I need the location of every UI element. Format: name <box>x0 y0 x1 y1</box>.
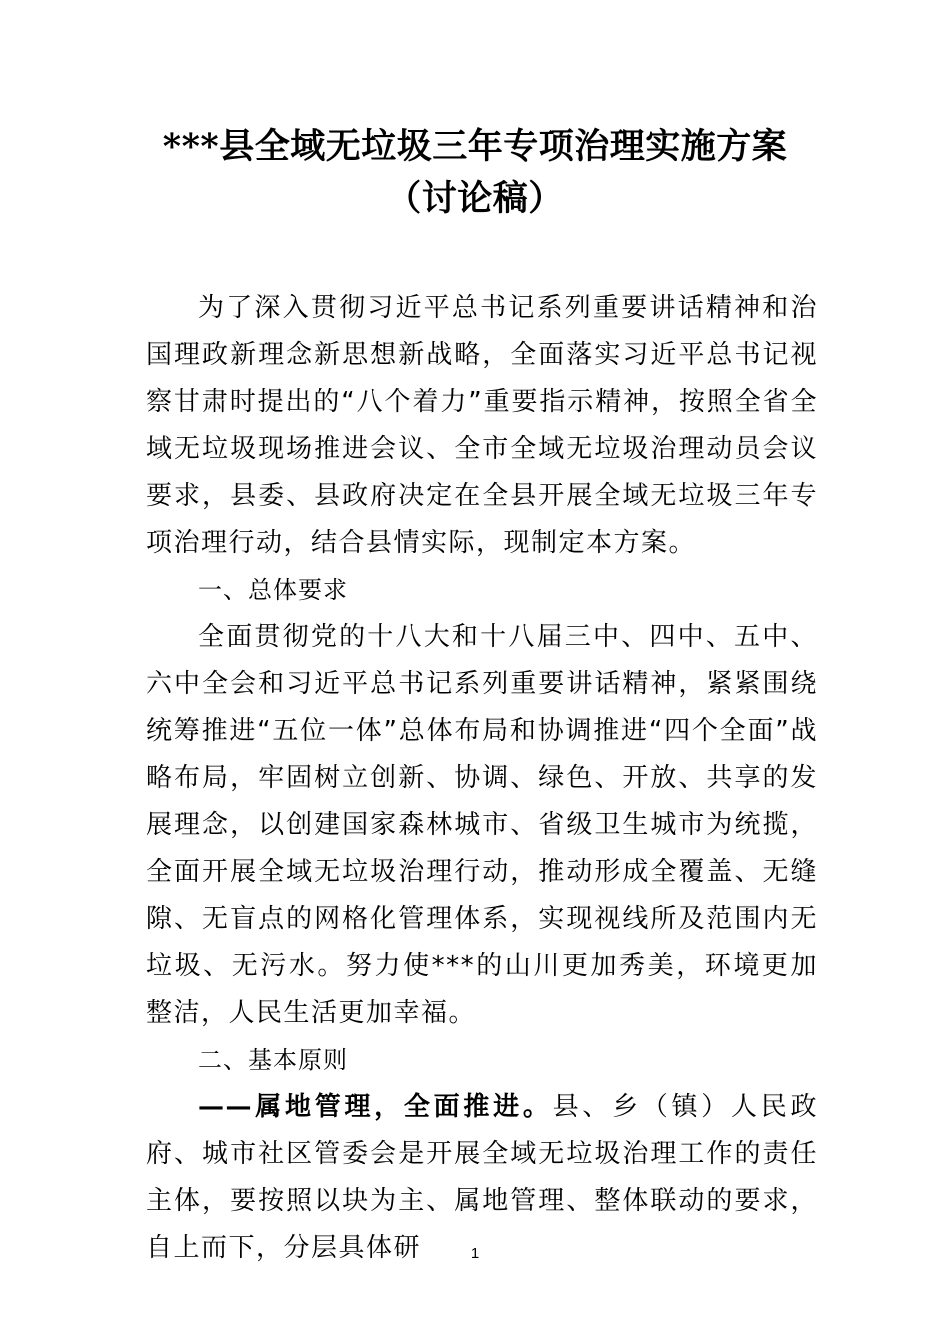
section-heading-basic-principles: 二、基本原则 <box>198 1046 348 1074</box>
document-body <box>146 285 818 1272</box>
intro-paragraph: 为了深入贯彻习近平总书记系列重要讲话精神和治国理政新理念新思想新战略，全面落实习近平总书记视察甘肃时提出的“八个着力”重要指示精神，按照全省全域无垃圾现场推进会议、全市全域无垃圾治理动员会议要求，县委、县政府决定在全县开展全域无垃圾三年专项治理行动，结合县情实际，现制定本方案。 <box>146 293 818 558</box>
document-subtitle: （讨论稿） <box>386 178 564 219</box>
general-requirements-paragraph: 全面贯彻党的十八大和十八届三中、四中、五中、六中全会和习近平总书记系列重要讲话精神，紧紧围绕统筹推进“五位一体”总体布局和协调推进“四个全面”战略布局，牢固树立创新、协调、绿色、开放、共享的发展理念，以创建国家森林城市、省级卫生城市为统揽，全面开展全域无垃圾治理行动，推动形成全覆盖、无缝隙、无盲点的网格化管理体系，实现视线所及范围内无垃圾、无污水。努力使***的山川更加秀美，环境更加整洁，人民生活更加幸福。 <box>146 622 818 1028</box>
section-heading-general-requirements: 一、总体要求 <box>198 576 348 604</box>
document-title: ***县全域无垃圾三年专项治理实施方案 <box>162 126 788 167</box>
page-number: 1 <box>470 1245 480 1262</box>
principle-lead: ——属地管理，全面推进。 <box>198 1092 553 1122</box>
principle-text: 县、乡（镇）人民政府、城市社区管委会是开展全域无垃圾治理工作的责任主体，要按照以块为主、属地管理、整体联动的要求，自上而下，分层具体研 <box>146 1092 818 1263</box>
